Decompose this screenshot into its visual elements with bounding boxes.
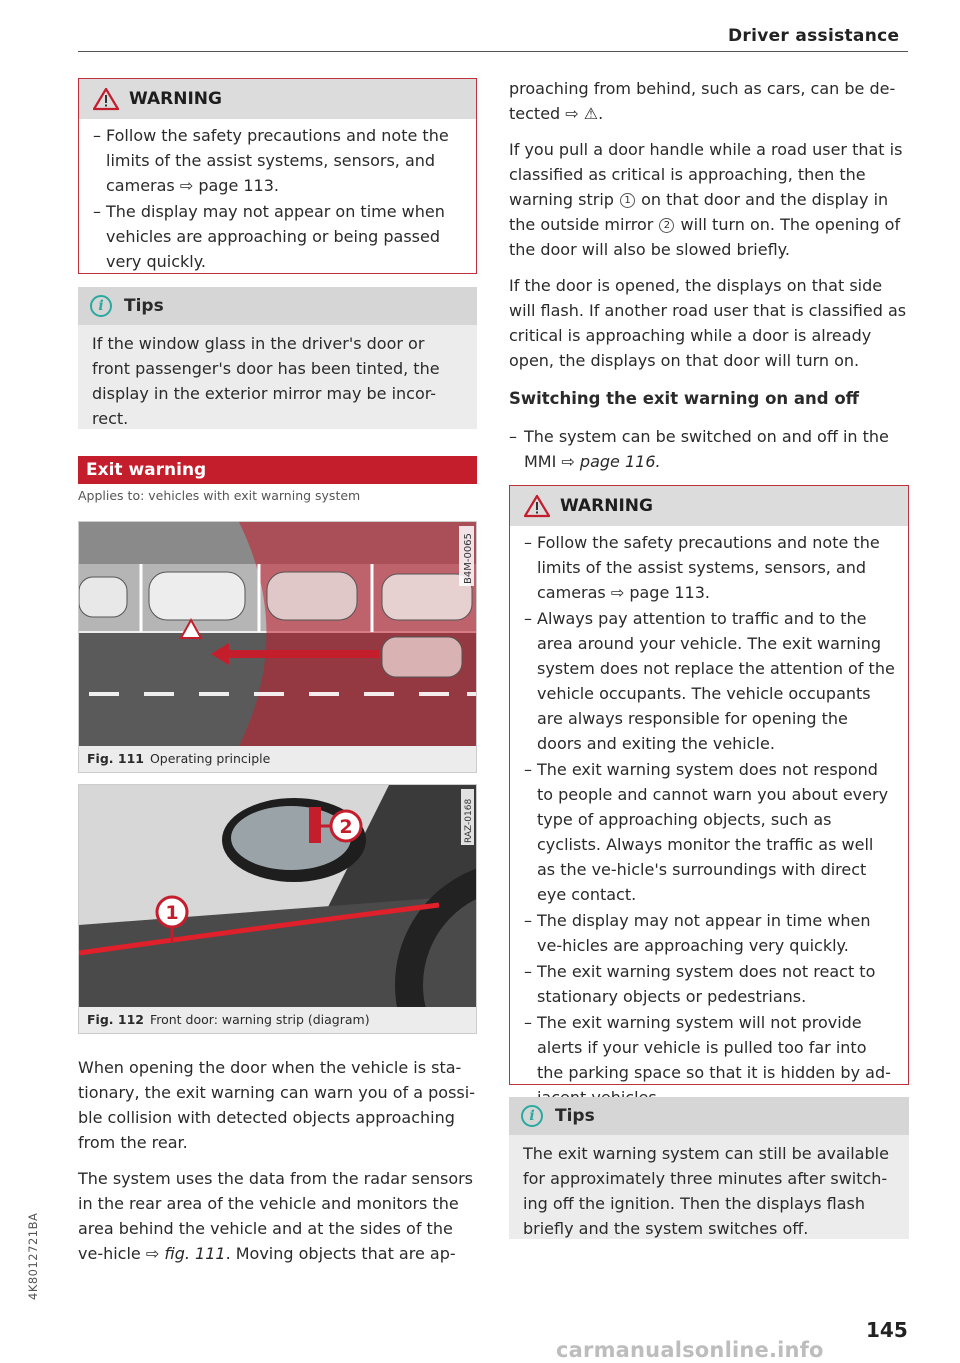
tips-title: Tips <box>555 1106 595 1126</box>
figure-code: RAZ-0168 <box>464 798 474 843</box>
approach-arrow <box>229 650 379 658</box>
tips-header <box>509 1097 909 1135</box>
instruction-item <box>509 424 909 474</box>
warning-box-left <box>78 78 477 274</box>
exit-warning-diagram <box>79 522 476 746</box>
tips-box-right <box>509 1097 909 1239</box>
callout-label: 2 <box>339 816 353 838</box>
warning-title: WARNING <box>129 89 222 109</box>
warning-list <box>79 119 476 281</box>
parked-car <box>267 572 357 620</box>
warning-item: – The exit warning system will not provide alerts if your vehicle is pulled too far into the parking space so that it is hidden by ad- <box>524 1010 896 1110</box>
body-paragraph: When opening the door when the vehicle is sta-tionary, the exit warning can warn you of a possi-ble collision with detected objects approaching from the rear. <box>78 1058 475 1152</box>
approaching-car <box>382 637 462 677</box>
warning-header <box>510 486 908 526</box>
warning-header <box>79 79 476 119</box>
info-icon: i <box>521 1105 543 1127</box>
body-text: The system uses the data from the radar sensors in the rear area of the vehicle and monitors the area behind the vehicle and at the sides of the ve-hicle <box>78 1169 474 1263</box>
warning-item: – Follow the safety precautions and note the limits of the assist systems, sensors, and cameras ⇨ page 113. <box>524 530 896 605</box>
cross-reference-link[interactable]: ⇨ page 116. <box>561 452 661 471</box>
page-header-title: Driver assistance <box>728 26 900 46</box>
parked-car <box>382 574 472 620</box>
watermark: carmanualsonline.info <box>556 1338 824 1362</box>
info-icon: i <box>90 295 112 317</box>
body-paragraph: If the door is opened, the displays on that side will flash. If another road user that is classified as critical is approaching while a door is already open, the displays on that door will turn on. <box>509 276 907 370</box>
figure-caption-text: Operating principle <box>149 751 271 766</box>
ego-car <box>149 572 245 620</box>
warning-title: WARNING <box>560 496 653 516</box>
body-text: . Moving objects that are ap- <box>225 1244 456 1263</box>
warning-item: – The exit warning system does not respond to people and cannot warn you about every type of approaching objects, such as cyclists. Always monitor the traffic as well as the ve-hicle's surroundings with direct eye contact. <box>524 757 896 907</box>
mirror-display <box>309 807 321 843</box>
subheading: Switching the exit warning on and off <box>509 389 860 408</box>
section-title-exit-warning: Exit warning <box>78 456 477 484</box>
page-number: 145 <box>866 1318 908 1342</box>
parked-car <box>79 577 127 617</box>
applies-to-note: Applies to: vehicles with exit warning system <box>78 488 361 503</box>
warning-triangle-icon <box>524 494 550 518</box>
warning-item: – The display may not appear on time when vehicles are approaching or being passed very quickly. <box>93 199 464 274</box>
body-paragraph <box>78 1166 478 1266</box>
warning-item: – The exit warning system does not react to stationary objects or pedestrians. <box>524 959 896 1009</box>
callout-ref-1: 1 <box>620 193 635 208</box>
figure-caption-text: Front door: warning strip (diagram) <box>149 1012 370 1027</box>
body-text: If you pull a door handle while a road user that is classified as critical is approaching, then the warning strip <box>509 140 903 209</box>
callout-ref-2: 2 <box>659 218 674 233</box>
tips-title: Tips <box>124 296 164 316</box>
tips-text: If the window glass in the driver's door or front passenger's door has been tinted, the display in the exterior mirror may be incor-rect. <box>92 334 440 428</box>
warning-triangle-icon <box>93 87 119 111</box>
warning-list <box>510 526 908 1117</box>
figure-label: Fig. 111 <box>87 751 144 766</box>
figure-112 <box>78 784 477 1034</box>
warning-box-right <box>509 485 909 1085</box>
figure-111 <box>78 521 477 773</box>
figure-code: B4M-0065 <box>463 533 474 584</box>
warning-item: – The display may not appear in time when ve-hicles are approaching very quickly. <box>524 908 896 958</box>
figure-caption <box>79 1007 476 1033</box>
tips-text: The exit warning system can still be available for approximately three minutes after switch-ing off the ignition. Then the displays flash briefly and the system switches off. <box>523 1144 889 1238</box>
header-rule <box>78 51 908 52</box>
body-text: The system can be switched on and off in the MMI <box>524 427 889 471</box>
cross-reference-link[interactable]: ⇨ fig. 111 <box>145 1244 226 1263</box>
body-paragraph: proaching from behind, such as cars, can be de-tected ⇨ ⚠. <box>509 79 896 123</box>
document-code: 4K8012721BA <box>26 1212 40 1300</box>
callout-label: 1 <box>165 902 179 924</box>
body-text: will turn on. The opening of the door will also be slowed briefly. <box>509 215 901 259</box>
figure-label: Fig. 112 <box>87 1012 144 1027</box>
tips-header <box>78 287 477 325</box>
figure-caption <box>79 746 476 772</box>
warning-item: – Follow the safety precautions and note the limits of the assist systems, sensors, and cameras ⇨ page 113. <box>93 123 464 198</box>
radar-zone <box>239 522 476 746</box>
body-paragraph <box>509 137 909 262</box>
tips-box-left <box>78 287 477 429</box>
body-text: on that door and the display in the outside mirror <box>509 190 889 234</box>
door-warning-strip-diagram <box>79 785 476 1007</box>
warning-item: – Always pay attention to traffic and to the area around your vehicle. The exit warning system does not replace the attention of the vehicle occupants. The vehicle occupants are always responsible for opening the doors and exiting the vehicle. <box>524 606 896 756</box>
